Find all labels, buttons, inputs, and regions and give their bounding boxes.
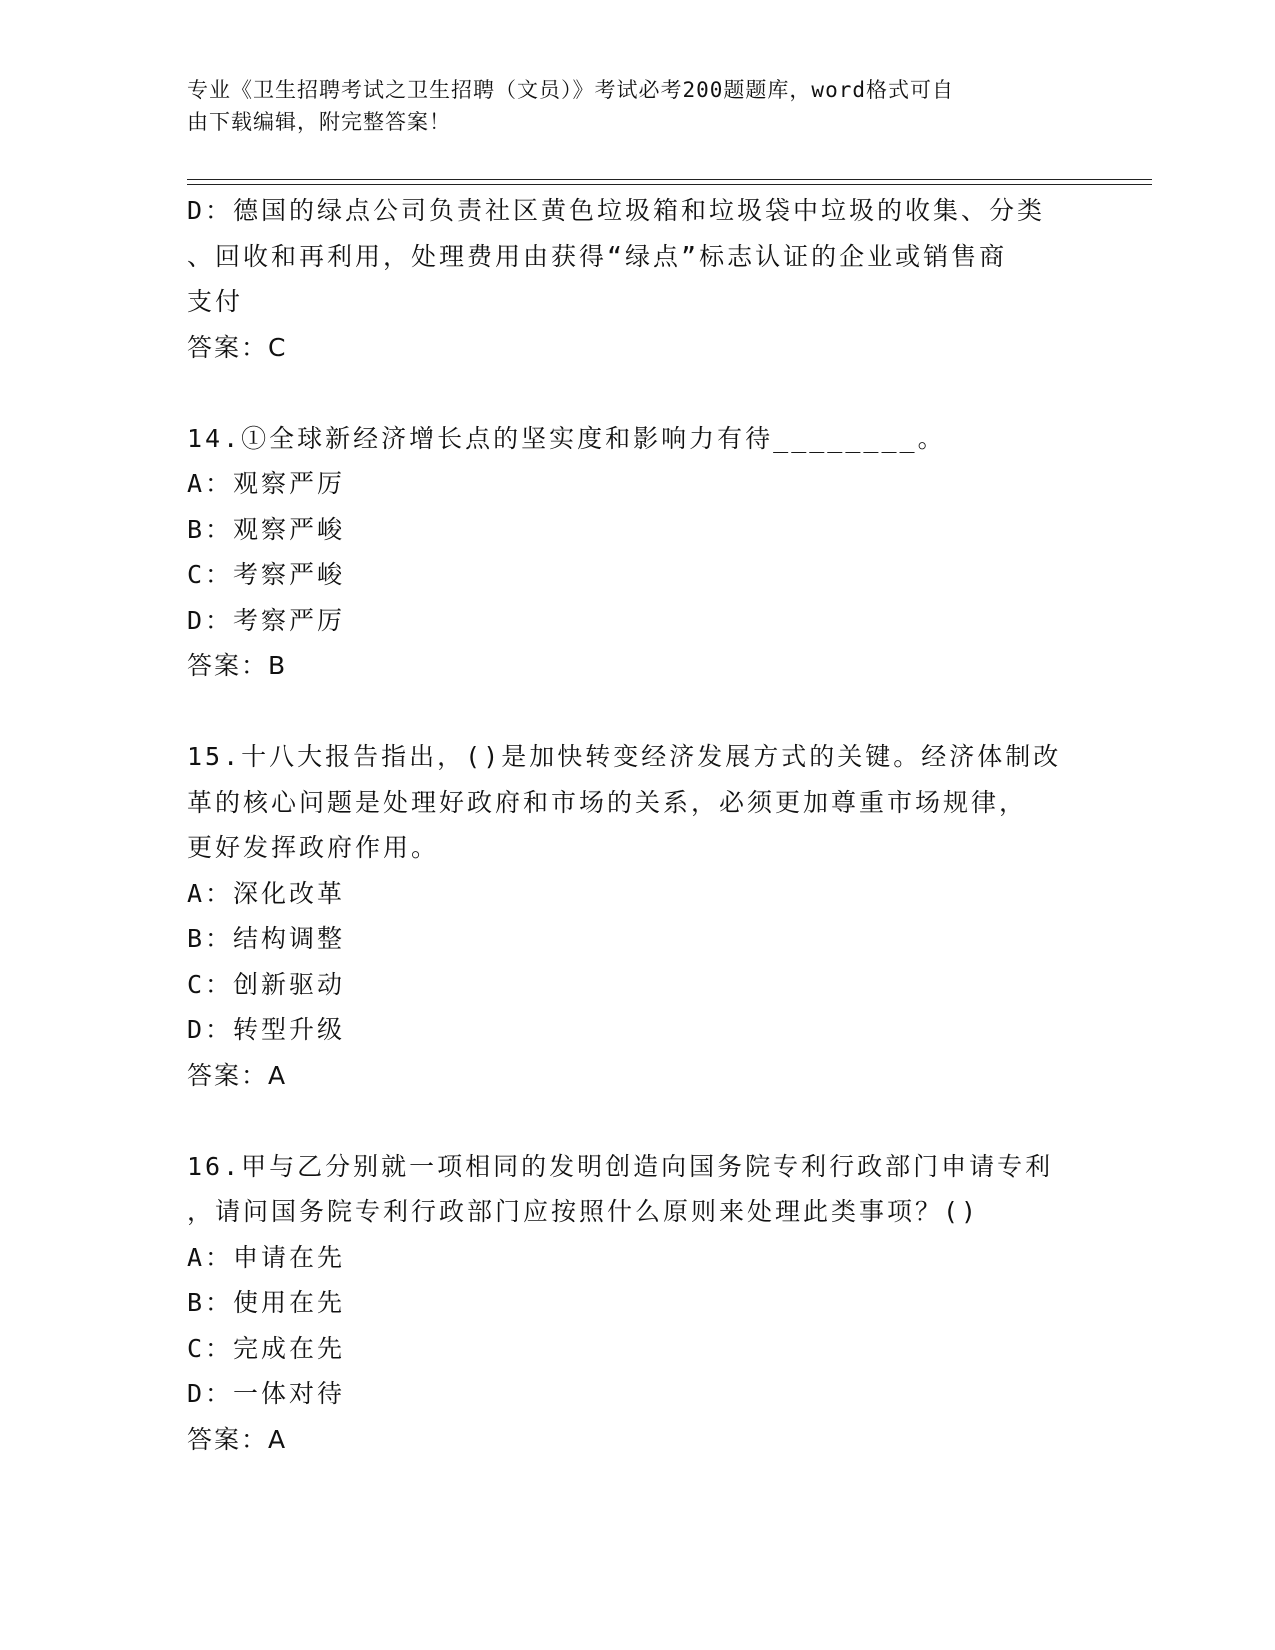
option-b: B：结构调整 xyxy=(187,924,346,953)
question-16 xyxy=(187,1144,1087,1463)
option-c: C：考察严峻 xyxy=(187,560,346,589)
question-15 xyxy=(187,734,1087,1098)
answer-13: 答案：C xyxy=(187,332,288,362)
question-list xyxy=(187,188,1087,1462)
question-14 xyxy=(187,416,1087,689)
spacer xyxy=(187,689,1087,735)
spacer xyxy=(187,1098,1087,1144)
answer-16: 答案：A xyxy=(187,1424,288,1454)
option-d: D：考察严厉 xyxy=(187,605,346,635)
option-a: A：申请在先 xyxy=(187,1242,346,1272)
option-d-line-2: 、回收和再利用，处理费用由获得“绿点”标志认证的企业或销售商 xyxy=(187,241,1008,271)
header-rule-bottom xyxy=(187,184,1152,185)
answer-15: 答案：A xyxy=(187,1060,288,1090)
option-d: D：一体对待 xyxy=(187,1379,346,1408)
option-a: A：观察严厉 xyxy=(187,469,346,498)
question-text-line-1: 15.十八大报告指出，()是加快转变经济发展方式的关键。经济体制改 xyxy=(187,742,1062,771)
question-text-line-3: 更好发挥政府作用。 xyxy=(187,833,440,862)
option-c: C：完成在先 xyxy=(187,1333,346,1363)
option-d: D：转型升级 xyxy=(187,1015,346,1044)
spacer xyxy=(187,370,1087,416)
header-rule-top xyxy=(187,179,1152,180)
question-13-fragment xyxy=(187,188,1087,370)
question-text-line-2: 革的核心问题是处理好政府和市场的关系，必须更加尊重市场规律， xyxy=(187,787,1028,817)
option-b: B：观察严峻 xyxy=(187,514,346,544)
option-b: B：使用在先 xyxy=(187,1288,346,1317)
question-text: 14.①全球新经济增长点的坚实度和影响力有待________。 xyxy=(187,423,946,453)
header-line-2: 由下载编辑，附完整答案！ xyxy=(187,110,451,134)
question-text-line-2: ，请问国务院专利行政部门应按照什么原则来处理此类事项？() xyxy=(187,1197,980,1226)
option-d-line-3: 支付 xyxy=(187,287,244,316)
question-text-line-1: 16.甲与乙分别就一项相同的发明创造向国务院专利行政部门申请专利 xyxy=(187,1151,1054,1181)
option-d-line-1: D：德国的绿点公司负责社区黄色垃圾箱和垃圾袋中垃圾的收集、分类 xyxy=(187,196,1046,225)
document-header xyxy=(187,74,1067,138)
option-a: A：深化改革 xyxy=(187,878,346,908)
option-c: C：创新驱动 xyxy=(187,969,346,999)
header-line-1: 专业《卫生招聘考试之卫生招聘（文员）》考试必考200题题库，word格式可自 xyxy=(187,78,954,102)
answer-14: 答案：B xyxy=(187,651,288,680)
